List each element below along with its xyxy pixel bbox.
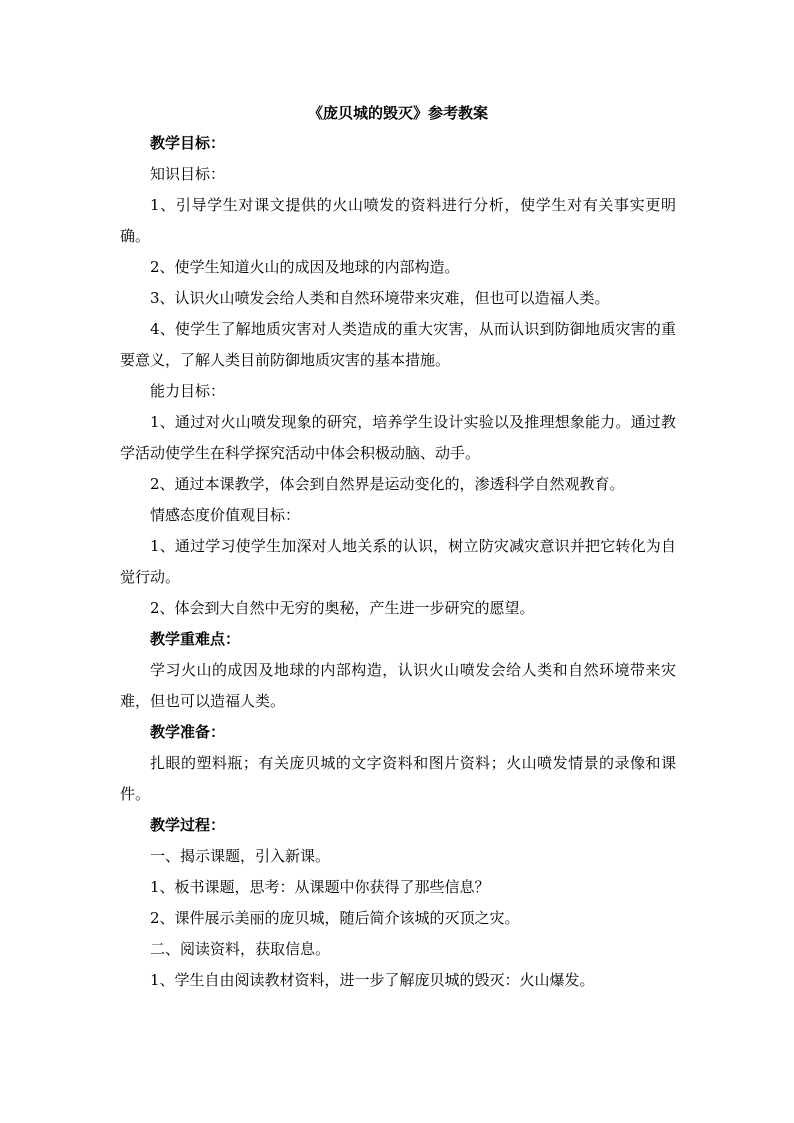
paragraph: 扎眼的塑料瓶；有关庞贝城的文字资料和图片资料；火山喷发情景的录像和课件。 (120, 754, 676, 803)
paragraph: 一、揭示课题，引入新课。 (150, 847, 331, 865)
section-heading: 教学目标： (150, 134, 226, 152)
paragraph: 1、通过学习使学生加深对人地关系的认识，树立防灾减灾意识并把它转化为自觉行动。 (120, 537, 676, 586)
paragraph: 1、引导学生对课文提供的火山喷发的资料进行分析，使学生对有关事实更明确。 (120, 196, 676, 245)
document-body (120, 98, 676, 996)
paragraph: 知识目标： (150, 165, 226, 183)
paragraph: 1、学生自由阅读教材资料，进一步了解庞贝城的毁灭：火山爆发。 (150, 971, 595, 989)
section-heading: 教学过程： (150, 816, 226, 834)
paragraph: 能力目标： (150, 382, 226, 400)
section-heading: 教学重难点： (150, 630, 241, 648)
paragraph: 2、使学生知道火山的成因及地球的内部构造。 (150, 258, 460, 276)
paragraph: 学习火山的成因及地球的内部构造，认识火山喷发会给人类和自然环境带来灾难，但也可以造福人类。 (120, 661, 676, 710)
paragraph: 1、通过对火山喷发现象的研究，培养学生设计实验以及推理想象能力。通过教学活动使学生在科学探究活动中体会积极动脑、动手。 (120, 413, 676, 462)
document-title: 《庞贝城的毁灭》参考教案 (307, 104, 488, 122)
paragraph-list (120, 128, 676, 996)
paragraph: 二、阅读资料，获取信息。 (150, 940, 331, 958)
paragraph: 1、板书课题，思考：从课题中你获得了那些信息？ (150, 878, 490, 896)
paragraph: 2、通过本课教学，体会到自然界是运动变化的，渗透科学自然观教育。 (150, 475, 625, 493)
paragraph: 2、课件展示美丽的庞贝城，随后简介该城的灭顶之灾。 (150, 909, 520, 927)
paragraph: 情感态度价值观目标： (150, 506, 301, 524)
paragraph: 4、使学生了解地质灾害对人类造成的重大灾害，从而认识到防御地质灾害的重要意义，了解人类目前防御地质灾害的基本措施。 (120, 320, 676, 369)
paragraph: 3、认识火山喷发会给人类和自然环境带来灾难，但也可以造福人类。 (150, 289, 610, 307)
paragraph: 2、体会到大自然中无穷的奥秘，产生进一步研究的愿望。 (150, 599, 535, 617)
section-heading: 教学准备： (150, 723, 226, 741)
